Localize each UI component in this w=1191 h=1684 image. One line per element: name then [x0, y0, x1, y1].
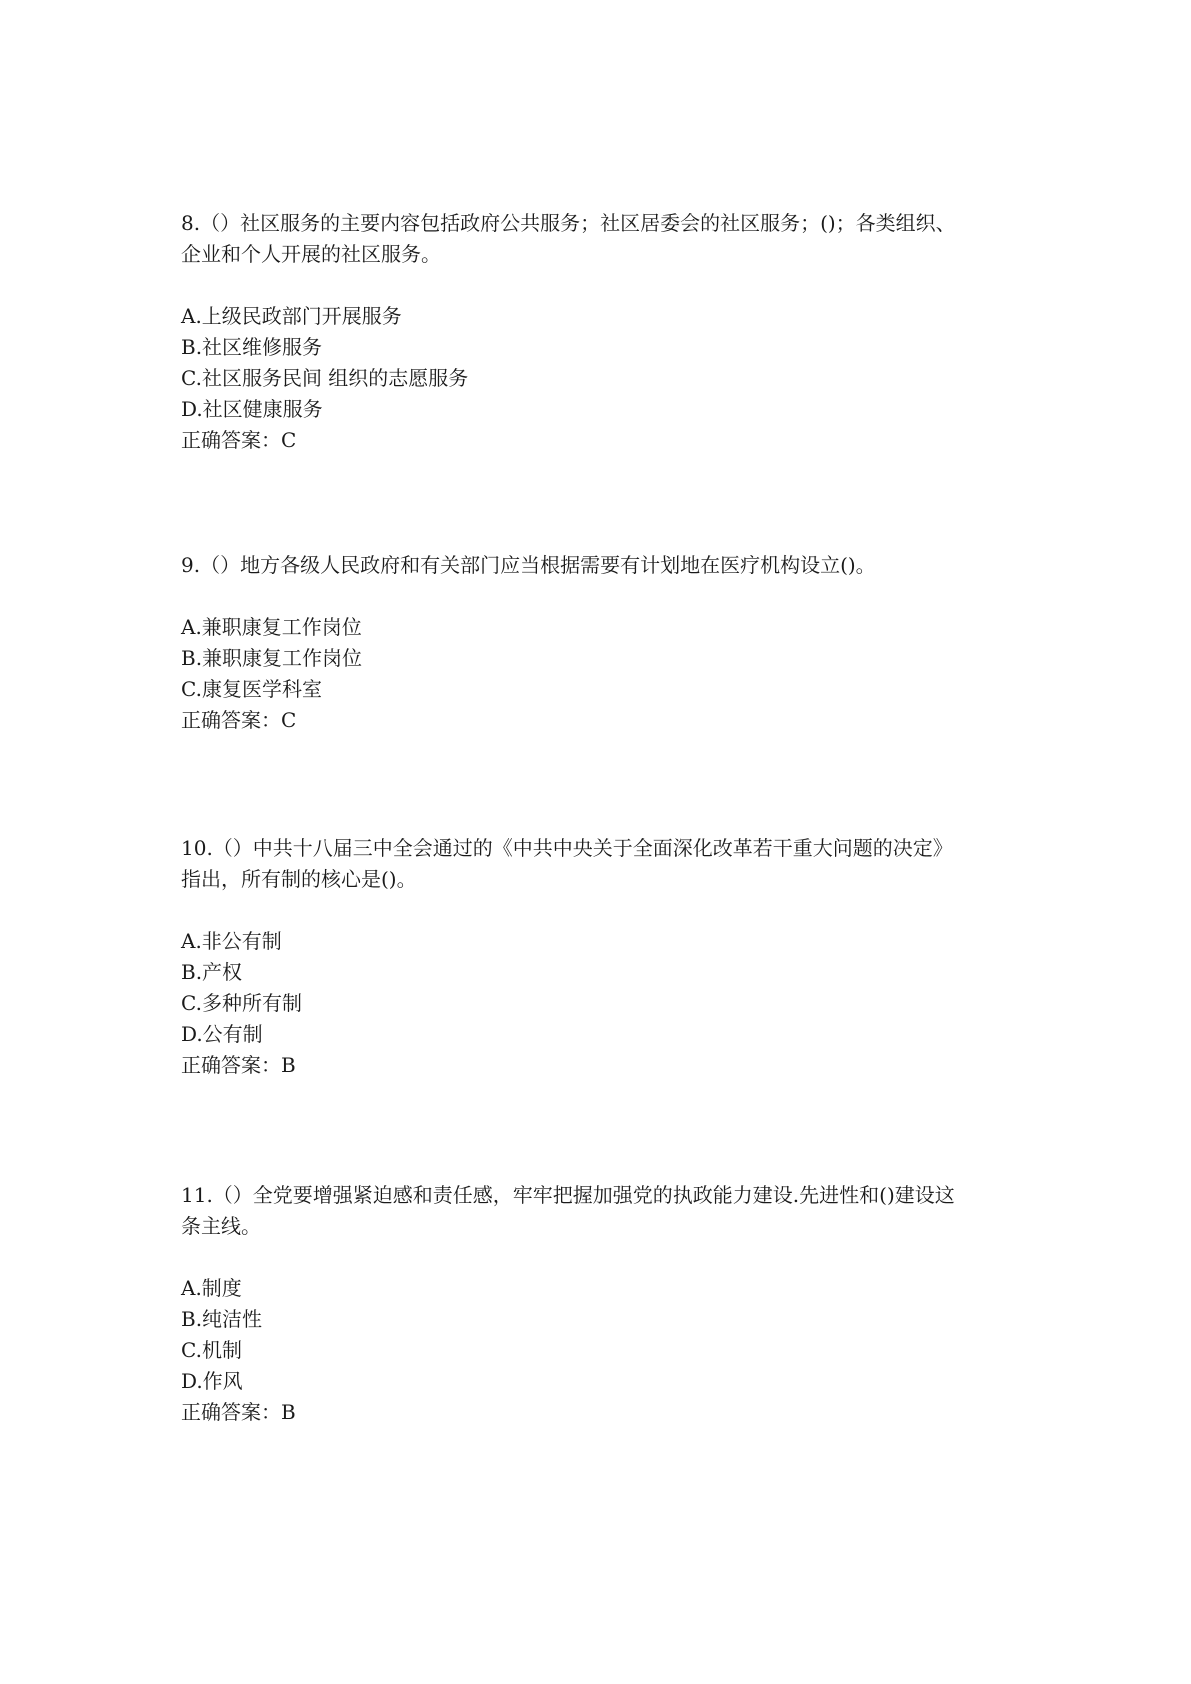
option-a: A.制度: [181, 1276, 242, 1300]
question-11: [181, 1180, 1021, 1428]
stem-line: 10.（）中共十八届三中全会通过的《中共中央关于全面深化改革若干重大问题的决定》: [181, 836, 953, 860]
option-c: C.康复医学科室: [181, 677, 322, 701]
option-list: [181, 612, 1021, 736]
option-b: B.产权: [181, 960, 243, 984]
correct-answer: 正确答案：B: [181, 1400, 296, 1424]
option-a: A.非公有制: [181, 929, 282, 953]
option-list: [181, 1273, 1021, 1428]
question-9: [181, 550, 1021, 736]
question-stem: [181, 1180, 1021, 1242]
stem-line: 指出，所有制的核心是()。: [181, 867, 417, 891]
stem-line: 8.（）社区服务的主要内容包括政府公共服务；社区居委会的社区服务；()；各类组织、: [181, 211, 956, 235]
option-list: [181, 926, 1021, 1081]
option-b: B.社区维修服务: [181, 335, 323, 359]
correct-answer: 正确答案：C: [181, 708, 297, 732]
question-stem: [181, 550, 1021, 581]
option-b: B.兼职康复工作岗位: [181, 646, 363, 670]
option-b: B.纯洁性: [181, 1307, 263, 1331]
stem-line: 条主线。: [181, 1214, 261, 1238]
option-c: C.机制: [181, 1338, 242, 1362]
question-10: [181, 833, 1021, 1081]
option-a: A.兼职康复工作岗位: [181, 615, 362, 639]
correct-answer: 正确答案：C: [181, 428, 297, 452]
option-a: A.上级民政部门开展服务: [181, 304, 402, 328]
correct-answer: 正确答案：B: [181, 1053, 296, 1077]
stem-line: 9.（）地方各级人民政府和有关部门应当根据需要有计划地在医疗机构设立()。: [181, 553, 876, 577]
option-d: D.作风: [181, 1369, 243, 1393]
option-c: C.多种所有制: [181, 991, 302, 1015]
option-list: [181, 301, 1021, 456]
option-d: D.公有制: [181, 1022, 263, 1046]
option-c: C.社区服务民间 组织的志愿服务: [181, 366, 469, 390]
stem-line: 11.（）全党要增强紧迫感和责任感，牢牢把握加强党的执政能力建设.先进性和()建设这: [181, 1183, 955, 1207]
option-d: D.社区健康服务: [181, 397, 323, 421]
question-8: [181, 208, 1021, 456]
question-stem: [181, 833, 1021, 895]
question-stem: [181, 208, 1021, 270]
stem-line: 企业和个人开展的社区服务。: [181, 242, 441, 266]
